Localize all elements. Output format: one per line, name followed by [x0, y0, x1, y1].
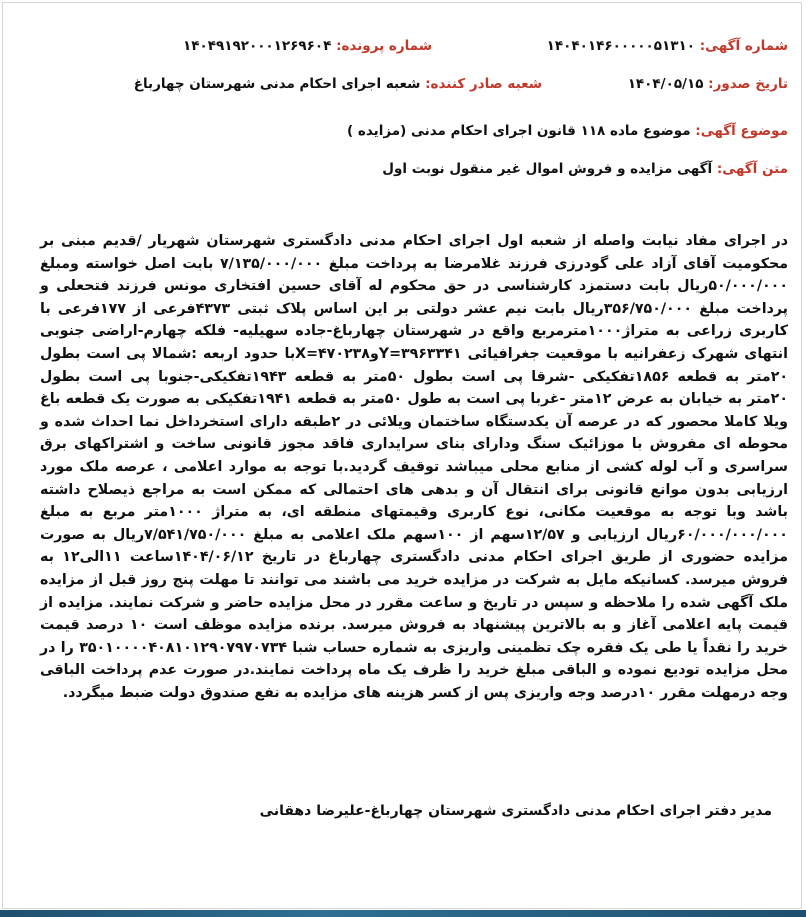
- subject-label: موضوع آگهی:: [695, 123, 788, 139]
- text-title: آگهی مزایده و فروش اموال غیر منقول نوبت اول: [382, 161, 713, 177]
- notice-number-label: شماره آگهی:: [699, 38, 788, 54]
- subject-row: [40, 123, 792, 149]
- notice-number-row: [40, 38, 792, 64]
- text-label: متن آگهی:: [716, 161, 788, 177]
- signature: مدیر دفتر اجرای احکام مدنی دادگستری شهرستان چهارباغ-علیرضا دهقانی: [259, 803, 772, 819]
- issue-row: [40, 76, 792, 102]
- issuer-label: شعبه صادر کننده:: [425, 76, 542, 92]
- issuer: شعبه اجرای احکام مدنی شهرستان چهارباغ: [133, 76, 421, 92]
- subject: موضوع ماده ۱۱۸ قانون اجرای احکام مدنی (مزایده ): [347, 123, 691, 139]
- text-title-row: [40, 161, 792, 187]
- case-number-label: شماره پرونده:: [336, 38, 432, 54]
- notice-body: در اجرای مفاد نیابت واصله از شعبه اول اجرای احکام مدنی دادگستری شهرستان شهریار /قدیم مبنی بر محکومیت آقای آزاد علی گودرزی فرزند غلامرضا به پرداخت مبلغ ۷/۱۳۵/۰۰۰/۰۰۰ بابت اصل خواسته ومبلغ ۵۰/۰۰۰/۰۰۰ریال بابت دستمزد کارشناسی در حق محکوم له آقای حسین افتخاری مونس فرزند فتحعلی و پرداخت مبلغ ۳۵۶/۷۵۰/۰۰۰ریال بابت نیم عشر دولتی بر این اساس پلاک ثبتی ۴۳۷۳فرعی از ۱۷۷فرعی با کاربری زراعی به متراژ۱۰۰۰مترمربع واقع در شهرستان چهارباغ-جاده سهیلیه- فلکه چهارم-اراضی جنوبی انتهای شهرک زعفرانیه با موقعیت جغرافیائی Y=۳۹۶۳۳۴۱وX=۴۷۰۲۳۸با حدود اربعه :شمالا پی است بطول ۲۰متر به قطعه ۱۸۵۶تفکیکی -شرقا پی است بطول ۵۰متر به قطعه ۱۹۴۳تفکیکی-جنوبا پی است بطول ۲۰متر به خیابان به عرض ۱۲متر -غربا پی است به طول ۵۰متر به قطعه ۱۹۴۱تفکیکی به صورت یک قطعه باغ ویلا کاملا محصور که در عرصه آن یکدستگاه ساختمان ویلائی در ۲طبقه دارای استخرداخل نما احداث شده و محوطه ای مفروش با موزائیک سنگ ودارای بنای سرایداری فاقد مجوز قانونی ساخت و اشتراکهای برق سراسری و آب لوله کشی از منابع محلی میباشد توقیف گردید.با توجه به موارد اعلامی ، عرصه ملک مورد ارزیابی بدون موانع قانونی برای انتقال آن و بدهی های احتمالی که ممکن است به مراجع ذیصلاح داشته باشد وبا توجه به موقعیت مکانی، نوع کاربری وقیمتهای منطقه ای، به متراژ ۱۰۰۰متر مربع به مبلغ ۶۰/۰۰۰/۰۰۰/۰۰۰ریال ارزیابی و ۱۲/۵۷سهم از ۱۰۰سهم ملک اعلامی به مبلغ ۷/۵۴۱/۷۵۰/۰۰۰ریال به صورت مزایده حضوری از طریق اجرای احکام مدنی دادگستری چهارباغ در تاریخ ۱۴۰۴/۰۶/۱۲ساعت ۱۱الی۱۲ به فروش میرسد. کسانیکه مایل به شرکت در مزایده خرید می باشند می توانند تا مهلت پنج روز قبل از مزایده ملک آگهی شده را ملاحظه و سپس در تاریخ و ساعت مقرر در محل مزایده حاضر و شرکت نمایند. مزایده از قیمت پایه اعلامی آغاز و به بالاترین پیشنهاد به فروش میرسد. برنده مزایده موظف است ۱۰ درصد قیمت خرید را نقداً یا طی یک فقره چک تظمینی واریزی به شماره حساب شبا ۳۵۰۱۰۰۰۰۴۰۸۱۰۱۲۹۰۷۹۷۰۷۳۴ را در محل مزایده تودیع نموده و الباقی مبلغ خرید را ظرف یک ماه پرداخت نمایند.در صورت عدم پرداخت الباقی وجه درمهلت مقرر ۱۰درصد وجه واریزی پس از کسر هزینه های مزایده به نفع صندوق دولت ضبط میگردد.: [40, 233, 789, 701]
- issue-date-label: تاریخ صدور:: [708, 76, 788, 92]
- bottom-bar: [0, 910, 806, 917]
- case-number: ۱۴۰۴۹۱۹۲۰۰۰۱۲۶۹۶۰۴: [183, 38, 332, 54]
- issue-date: ۱۴۰۴/۰۵/۱۵: [627, 76, 704, 92]
- notice-number: ۱۴۰۴۰۱۴۶۰۰۰۰۰۵۱۳۱۰: [546, 38, 695, 54]
